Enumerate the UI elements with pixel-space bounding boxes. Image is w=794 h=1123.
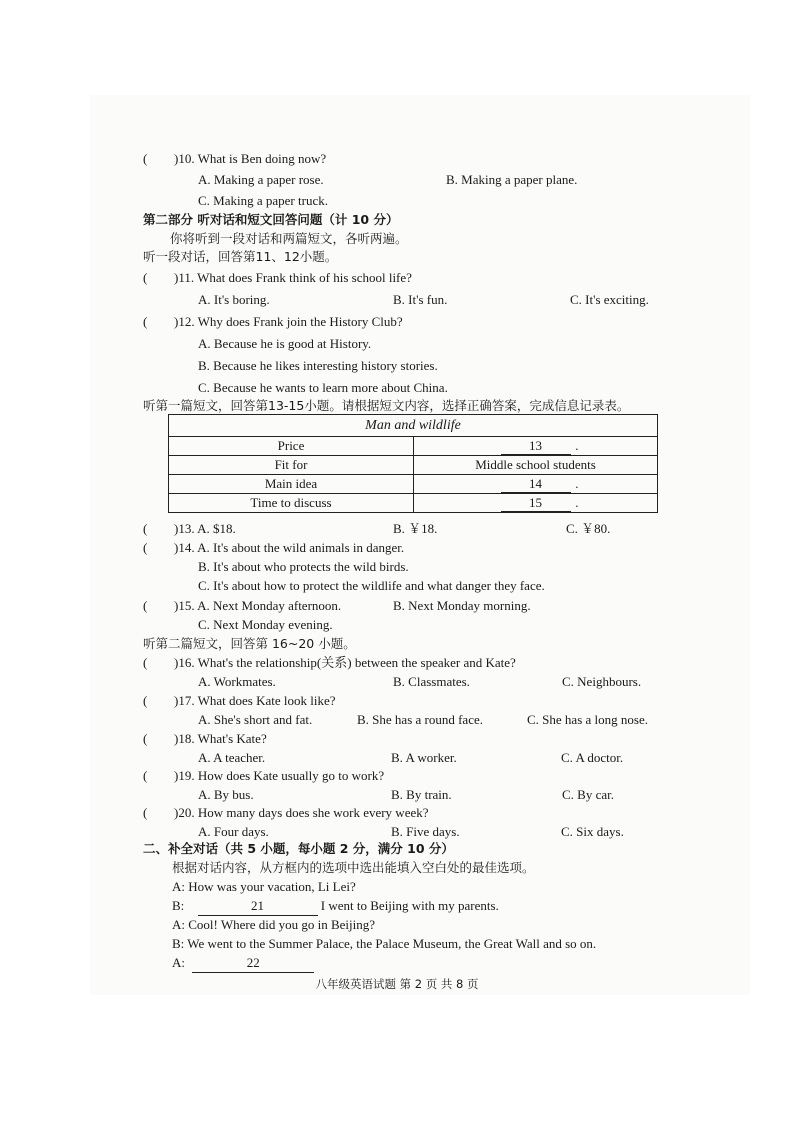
table-value: 13 . — [414, 437, 658, 456]
q14-stem: )14. A. It's about the wild animals in danger. — [174, 540, 405, 555]
q15-option-b: B. Next Monday morning. — [393, 598, 531, 613]
q10-option-c: C. Making a paper truck. — [198, 193, 328, 208]
q10-paren: ( — [143, 151, 148, 166]
q13-option-b: B. ￥18. — [393, 521, 438, 536]
q20-option-b: B. Five days. — [391, 824, 460, 839]
blank-21[interactable]: 21 — [198, 897, 318, 916]
dialog-line-4: B: We went to the Summer Palace, the Palace Museum, the Great Wall and so on. — [172, 936, 597, 951]
q19-stem: )19. How does Kate usually go to work? — [174, 768, 385, 783]
q18-option-c: C. A doctor. — [561, 750, 624, 765]
q15-stem: )15. A. Next Monday afternoon. — [174, 598, 342, 613]
table-row — [169, 437, 658, 456]
q17-stem: )17. What does Kate look like? — [174, 693, 336, 708]
dialog-line-1: A: How was your vacation, Li Lei? — [172, 879, 356, 894]
table-row — [169, 494, 658, 513]
q14-option-b: B. It's about who protects the wild birds. — [198, 559, 409, 574]
q13-option-c: C. ￥80. — [566, 521, 611, 536]
section2-heading: 二、补全对话（共 5 小题，每小题 2 分，满分 10 分） — [143, 841, 454, 856]
table-label: Price — [169, 437, 414, 456]
table-row — [169, 475, 658, 494]
q12-option-a: A. Because he is good at History. — [198, 336, 372, 351]
q17-option-b: B. She has a round face. — [357, 712, 483, 727]
table-label: Time to discuss — [169, 494, 414, 513]
part2-sub1: 听一段对话，回答第11、12小题。 — [143, 249, 338, 264]
table-value: Middle school students — [414, 456, 658, 475]
info-table — [168, 414, 658, 513]
part2-heading: 第二部分 听对话和短文回答问题（计 10 分） — [143, 212, 399, 227]
q16-option-b: B. Classmates. — [393, 674, 470, 689]
q12-paren: ( — [143, 314, 148, 329]
q14-paren: ( — [143, 540, 148, 555]
q12-option-c: C. Because he wants to learn more about China. — [198, 380, 448, 395]
table-title: Man and wildlife — [169, 415, 658, 437]
section2-instructions: 根据对话内容，从方框内的选项中选出能填入空白处的最佳选项。 — [172, 860, 535, 875]
q12-option-b: B. Because he likes interesting history stories. — [198, 358, 438, 373]
table-label: Main idea — [169, 475, 414, 494]
q13-paren: ( — [143, 521, 148, 536]
q19-option-a: A. By bus. — [198, 787, 254, 802]
q18-paren: ( — [143, 731, 148, 746]
q15-paren: ( — [143, 598, 148, 613]
q17-option-c: C. She has a long nose. — [527, 712, 648, 727]
q18-stem: )18. What's Kate? — [174, 731, 267, 746]
table-value: 15 . — [414, 494, 658, 513]
q11-option-b: B. It's fun. — [393, 292, 448, 307]
q10-option-a: A. Making a paper rose. — [198, 172, 324, 187]
q20-stem: )20. How many days does she work every week? — [174, 805, 429, 820]
page-footer: 八年级英语试题 第 2 页 共 8 页 — [315, 977, 479, 991]
q18-option-b: B. A worker. — [391, 750, 457, 765]
passage2-instructions: 听第二篇短文，回答第 16~20 小题。 — [143, 636, 356, 651]
q16-option-c: C. Neighbours. — [562, 674, 642, 689]
q19-option-b: B. By train. — [391, 787, 452, 802]
q19-paren: ( — [143, 768, 148, 783]
dialog-line-2: B: 21 I went to Beijing with my parents. — [172, 897, 499, 916]
q16-stem: )16. What's the relationship(关系) between the speaker and Kate? — [174, 655, 516, 670]
q17-paren: ( — [143, 693, 148, 708]
q20-paren: ( — [143, 805, 148, 820]
blank-22[interactable]: 22 — [192, 954, 314, 973]
q10-stem: )10. What is Ben doing now? — [174, 151, 327, 166]
q19-option-c: C. By car. — [562, 787, 614, 802]
table-label: Fit for — [169, 456, 414, 475]
q16-paren: ( — [143, 655, 148, 670]
q18-option-a: A. A teacher. — [198, 750, 266, 765]
part2-instructions: 你将听到一段对话和两篇短文，各听两遍。 — [170, 231, 408, 246]
q17-option-a: A. She's short and fat. — [198, 712, 313, 727]
q10-option-b: B. Making a paper plane. — [446, 172, 578, 187]
q12-stem: )12. Why does Frank join the History Club? — [174, 314, 403, 329]
q16-option-a: A. Workmates. — [198, 674, 276, 689]
passage1-instructions: 听第一篇短文，回答第13-15小题。请根据短文内容，选择正确答案，完成信息记录表。 — [143, 398, 630, 413]
dialog-line-3: A: Cool! Where did you go in Beijing? — [172, 917, 376, 932]
q14-option-c: C. It's about how to protect the wildlife and what danger they face. — [198, 578, 545, 593]
q20-option-c: C. Six days. — [561, 824, 624, 839]
dialog-line-5: A: 22 — [172, 954, 314, 973]
q11-option-a: A. It's boring. — [198, 292, 270, 307]
q20-option-a: A. Four days. — [198, 824, 269, 839]
q11-stem: )11. What does Frank think of his school life? — [174, 270, 412, 285]
table-value: 14 . — [414, 475, 658, 494]
table-row — [169, 456, 658, 475]
q13-stem: )13. A. $18. — [174, 521, 236, 536]
q11-option-c: C. It's exciting. — [570, 292, 649, 307]
q15-option-c: C. Next Monday evening. — [198, 617, 333, 632]
q11-paren: ( — [143, 270, 148, 285]
